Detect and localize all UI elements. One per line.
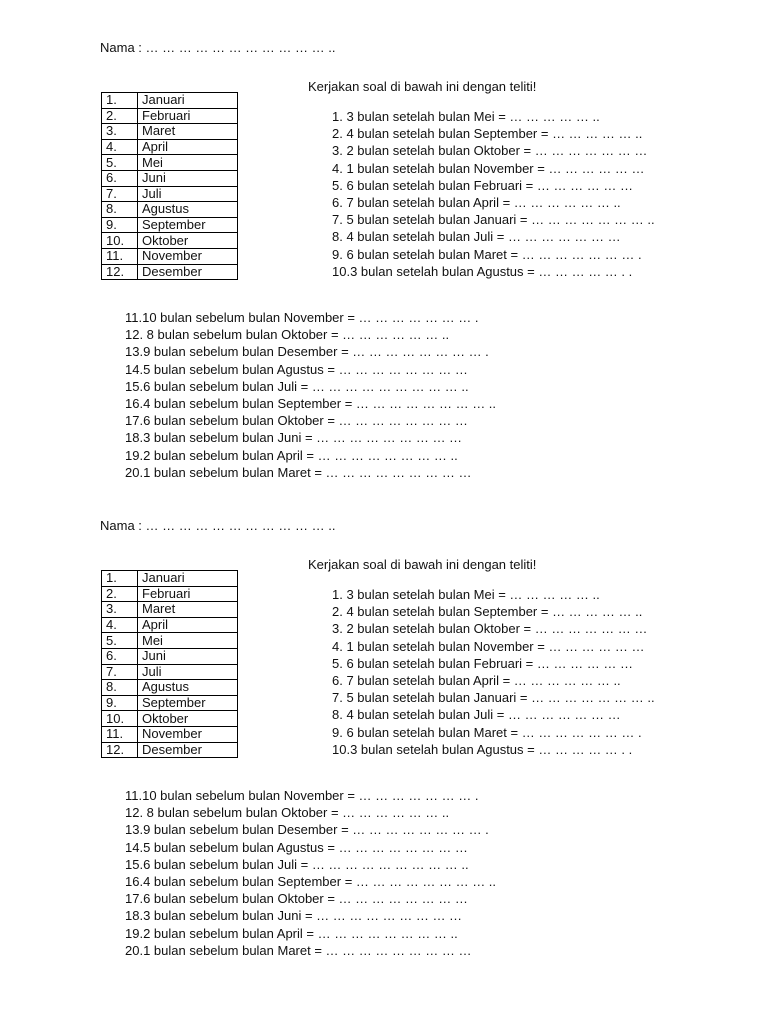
name-field: Nama : … … … … … … … … … … … .. [100,518,336,533]
table-row [102,139,238,155]
month-name: Mei [138,633,238,649]
question-item: 19.2 bulan sebelum bulan April = … … … … … … … … .. [125,447,458,463]
month-number: 10. [102,233,138,249]
question-item: 8. 4 bulan setelah bulan Juli = … … … … … … … [332,707,621,723]
question-item: 17.6 bulan sebelum bulan Oktober = … … … … … … … … [125,891,468,907]
question-item: 20.1 bulan sebelum bulan Maret = … … … … … … … … … [125,942,472,958]
month-name: Agustus [138,202,238,218]
table-row [102,664,238,680]
question-item: 3. 2 bulan setelah bulan Oktober = … … … … … … … [332,143,648,159]
month-name: Januari [138,571,238,587]
question-item: 2. 4 bulan setelah bulan September = … … … … … .. [332,126,643,142]
month-name: April [138,617,238,633]
month-number: 5. [102,155,138,171]
month-number: 1. [102,571,138,587]
question-item: 11.10 bulan sebelum bulan November = … … … … … … … . [125,310,479,325]
question-item: 12. 8 bulan sebelum bulan Oktober = … … … … … … .. [125,327,450,343]
question-item: 6. 7 bulan setelah bulan April = … … … … … … .. [332,195,621,211]
table-row [102,124,238,140]
month-name: Desember [138,742,238,758]
month-number: 7. [102,664,138,680]
month-number: 3. [102,124,138,140]
month-number: 7. [102,186,138,202]
question-item: 16.4 bulan sebelum bulan September = … … … … … … … … .. [125,396,497,412]
month-name: April [138,139,238,155]
months-table [101,92,238,280]
month-name: Februari [138,108,238,124]
month-number: 8. [102,680,138,696]
month-name: Mei [138,155,238,171]
month-name: September [138,217,238,233]
month-name: Maret [138,124,238,140]
question-item: 19.2 bulan sebelum bulan April = … … … … … … … … .. [125,925,458,941]
question-item: 14.5 bulan sebelum bulan Agustus = … … … … … … … … [125,361,468,377]
month-number: 3. [102,602,138,618]
worksheet-1 [0,0,768,478]
month-number: 6. [102,170,138,186]
question-item: 14.5 bulan sebelum bulan Agustus = … … … … … … … … [125,839,468,855]
table-row [102,711,238,727]
month-number: 2. [102,586,138,602]
question-item: 17.6 bulan sebelum bulan Oktober = … … … … … … … … [125,413,468,429]
month-number: 12. [102,742,138,758]
table-row [102,155,238,171]
month-number: 5. [102,633,138,649]
month-number: 11. [102,248,138,264]
question-item: 18.3 bulan sebelum bulan Juni = … … … … … … … … … [125,430,463,446]
month-number: 2. [102,108,138,124]
table-row [102,633,238,649]
question-item: 15.6 bulan sebelum bulan Juli = … … … … … … … … … .. [125,856,469,872]
table-row [102,202,238,218]
month-number: 4. [102,617,138,633]
question-item: 7. 5 bulan setelah bulan Januari = … … … … … … … .. [332,690,655,706]
table-row [102,108,238,124]
month-number: 9. [102,695,138,711]
table-row [102,695,238,711]
questions-after-list [332,586,655,758]
question-item: 9. 6 bulan setelah bulan Maret = … … … … … … … . [332,246,642,262]
questions-before-list [125,309,496,481]
name-field: Nama : … … … … … … … … … … … .. [100,40,336,55]
month-number: 10. [102,711,138,727]
worksheet-2 [0,478,768,956]
month-number: 1. [102,93,138,109]
question-item: 10.3 bulan setelah bulan Agustus = … … … … … . . [332,263,633,279]
question-item: 8. 4 bulan setelah bulan Juli = … … … … … … … [332,229,621,245]
question-item: 11.10 bulan sebelum bulan November = … … … … … … … . [125,788,479,803]
question-item: 3. 2 bulan setelah bulan Oktober = … … … … … … … [332,621,648,637]
month-name: Juni [138,170,238,186]
month-name: Juli [138,186,238,202]
table-row [102,726,238,742]
month-name: Maret [138,602,238,618]
questions-after-list [332,108,655,280]
month-name: Januari [138,93,238,109]
questions-before-list [125,787,496,959]
question-item: 7. 5 bulan setelah bulan Januari = … … … … … … … .. [332,212,655,228]
question-item: 18.3 bulan sebelum bulan Juni = … … … … … … … … … [125,908,463,924]
question-item: 4. 1 bulan setelah bulan November = … … … … … … [332,160,645,176]
table-row [102,571,238,587]
question-item: 6. 7 bulan setelah bulan April = … … … … … … .. [332,673,621,689]
month-name: Desember [138,264,238,280]
question-item: 5. 6 bulan setelah bulan Februari = … … … … … … [332,177,633,193]
month-name: Agustus [138,680,238,696]
table-row [102,648,238,664]
question-item: 13.9 bulan sebelum bulan Desember = … … … … … … … … . [125,344,489,360]
question-item: 1. 3 bulan setelah bulan Mei = … … … … … .. [332,109,600,124]
table-row [102,170,238,186]
question-item: 10.3 bulan setelah bulan Agustus = … … … … … . . [332,741,633,757]
table-row [102,680,238,696]
question-item: 4. 1 bulan setelah bulan November = … … … … … … [332,638,645,654]
table-row [102,233,238,249]
table-row [102,617,238,633]
table-row [102,248,238,264]
question-item: 5. 6 bulan setelah bulan Februari = … … … … … … [332,655,633,671]
instruction-text: Kerjakan soal di bawah ini dengan teliti! [308,79,537,94]
question-item: 12. 8 bulan sebelum bulan Oktober = … … … … … … .. [125,805,450,821]
table-row [102,264,238,280]
months-table [101,570,238,758]
month-name: November [138,726,238,742]
month-number: 4. [102,139,138,155]
question-item: 2. 4 bulan setelah bulan September = … … … … … .. [332,604,643,620]
question-item: 16.4 bulan sebelum bulan September = … … … … … … … … .. [125,874,497,890]
question-item: 13.9 bulan sebelum bulan Desember = … … … … … … … … . [125,822,489,838]
month-name: Februari [138,586,238,602]
month-name: Oktober [138,233,238,249]
table-row [102,742,238,758]
month-number: 8. [102,202,138,218]
table-row [102,93,238,109]
month-name: Oktober [138,711,238,727]
month-name: September [138,695,238,711]
question-item: 1. 3 bulan setelah bulan Mei = … … … … … .. [332,587,600,602]
table-row [102,186,238,202]
table-row [102,586,238,602]
question-item: 15.6 bulan sebelum bulan Juli = … … … … … … … … … .. [125,378,469,394]
instruction-text: Kerjakan soal di bawah ini dengan teliti! [308,557,537,572]
month-name: November [138,248,238,264]
table-row [102,217,238,233]
month-number: 6. [102,648,138,664]
question-item: 20.1 bulan sebelum bulan Maret = … … … … … … … … … [125,464,472,480]
month-number: 11. [102,726,138,742]
month-name: Juli [138,664,238,680]
table-row [102,602,238,618]
month-number: 12. [102,264,138,280]
question-item: 9. 6 bulan setelah bulan Maret = … … … … … … … . [332,724,642,740]
month-number: 9. [102,217,138,233]
month-name: Juni [138,648,238,664]
